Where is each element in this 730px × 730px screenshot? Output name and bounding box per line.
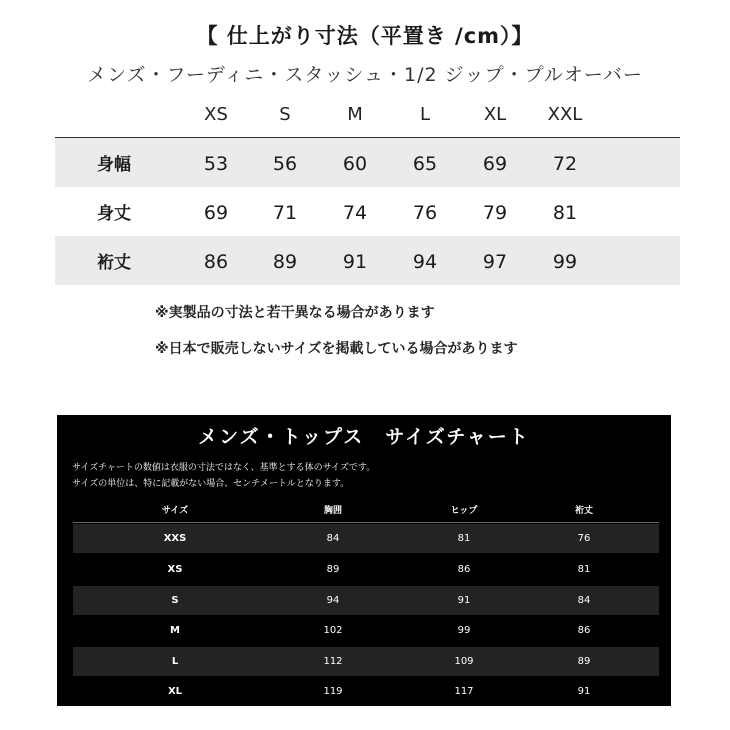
sleeve-cell: 76 [577, 533, 591, 544]
value-cell: 79 [482, 202, 508, 224]
value-cell: 91 [342, 251, 368, 273]
size-cell: S [171, 595, 179, 606]
value-cell: 89 [272, 251, 298, 273]
measurement-row [55, 236, 680, 285]
size-header-cell: XL [483, 104, 507, 125]
size-cell: M [170, 625, 180, 636]
sleeve-cell: 81 [577, 564, 591, 575]
column-header: 胸囲 [323, 506, 342, 516]
disclaimer-note: ※日本で販売しないサイズを掲載している場合があります [155, 341, 518, 357]
product-subtitle: メンズ・フーディニ・スタッシュ・1/2 ジップ・プルオーバー [87, 64, 643, 86]
size-header-cell: XS [204, 104, 228, 125]
value-cell: 74 [342, 202, 368, 224]
size-chart-header-row [73, 503, 659, 517]
value-cell: 71 [272, 202, 298, 224]
chest-cell: 102 [323, 625, 343, 636]
value-cell: 53 [203, 153, 229, 175]
value-cell: 65 [412, 153, 438, 175]
hip-cell: 91 [457, 595, 471, 606]
size-chart-row [73, 555, 659, 584]
size-chart-note: サイズチャートの数値は衣服の寸法ではなく、基準とする体のサイズです。 [72, 463, 376, 473]
value-cell: 81 [552, 202, 578, 224]
hip-cell: 81 [457, 533, 471, 544]
size-chart-note: サイズの単位は、特に記載がない場合、センチメートルとなります。 [72, 479, 350, 489]
measurement-row [55, 138, 680, 187]
sleeve-cell: 84 [577, 595, 591, 606]
chest-cell: 119 [323, 686, 343, 697]
size-header-cell: M [347, 104, 363, 125]
row-label: 身幅 [97, 155, 131, 175]
size-cell: L [171, 656, 179, 667]
size-header-cell: L [419, 104, 431, 125]
size-chart-row [73, 524, 659, 553]
size-chart-row [73, 586, 659, 615]
chest-cell: 94 [326, 595, 340, 606]
hip-cell: 117 [454, 686, 474, 697]
value-cell: 69 [203, 202, 229, 224]
sleeve-cell: 89 [577, 656, 591, 667]
value-cell: 60 [342, 153, 368, 175]
value-cell: 72 [552, 153, 578, 175]
size-chart-panel [57, 415, 671, 706]
size-chart-row [73, 647, 659, 676]
row-label: 身丈 [97, 204, 131, 224]
value-cell: 99 [552, 251, 578, 273]
chest-cell: 89 [326, 564, 340, 575]
size-header-row [55, 104, 680, 136]
measurement-title: 【 仕上がり寸法（平置き /cm）】 [196, 24, 534, 48]
size-cell: XXS [163, 533, 187, 544]
hip-cell: 86 [457, 564, 471, 575]
column-header: ヒップ [450, 506, 478, 516]
row-label: 裄丈 [97, 253, 131, 273]
size-chart-row [73, 677, 659, 706]
value-cell: 56 [272, 153, 298, 175]
chest-cell: 84 [326, 533, 340, 544]
hip-cell: 109 [454, 656, 474, 667]
size-header-cell: S [279, 104, 291, 125]
size-chart-title: メンズ・トップス サイズチャート [198, 426, 530, 448]
disclaimer-note: ※実製品の寸法と若干異なる場合があります [155, 305, 435, 321]
size-chart-row [73, 616, 659, 645]
sleeve-cell: 86 [577, 625, 591, 636]
sleeve-cell: 91 [577, 686, 591, 697]
measurement-row [55, 187, 680, 236]
value-cell: 94 [412, 251, 438, 273]
value-cell: 97 [482, 251, 508, 273]
column-header: 裄丈 [574, 506, 593, 516]
value-cell: 69 [482, 153, 508, 175]
column-header: サイズ [161, 506, 189, 516]
size-cell: XL [167, 686, 183, 697]
size-header-cell: XXL [547, 104, 583, 125]
size-chart-divider [73, 522, 659, 523]
size-cell: XS [167, 564, 183, 575]
value-cell: 86 [203, 251, 229, 273]
hip-cell: 99 [457, 625, 471, 636]
value-cell: 76 [412, 202, 438, 224]
chest-cell: 112 [323, 656, 343, 667]
